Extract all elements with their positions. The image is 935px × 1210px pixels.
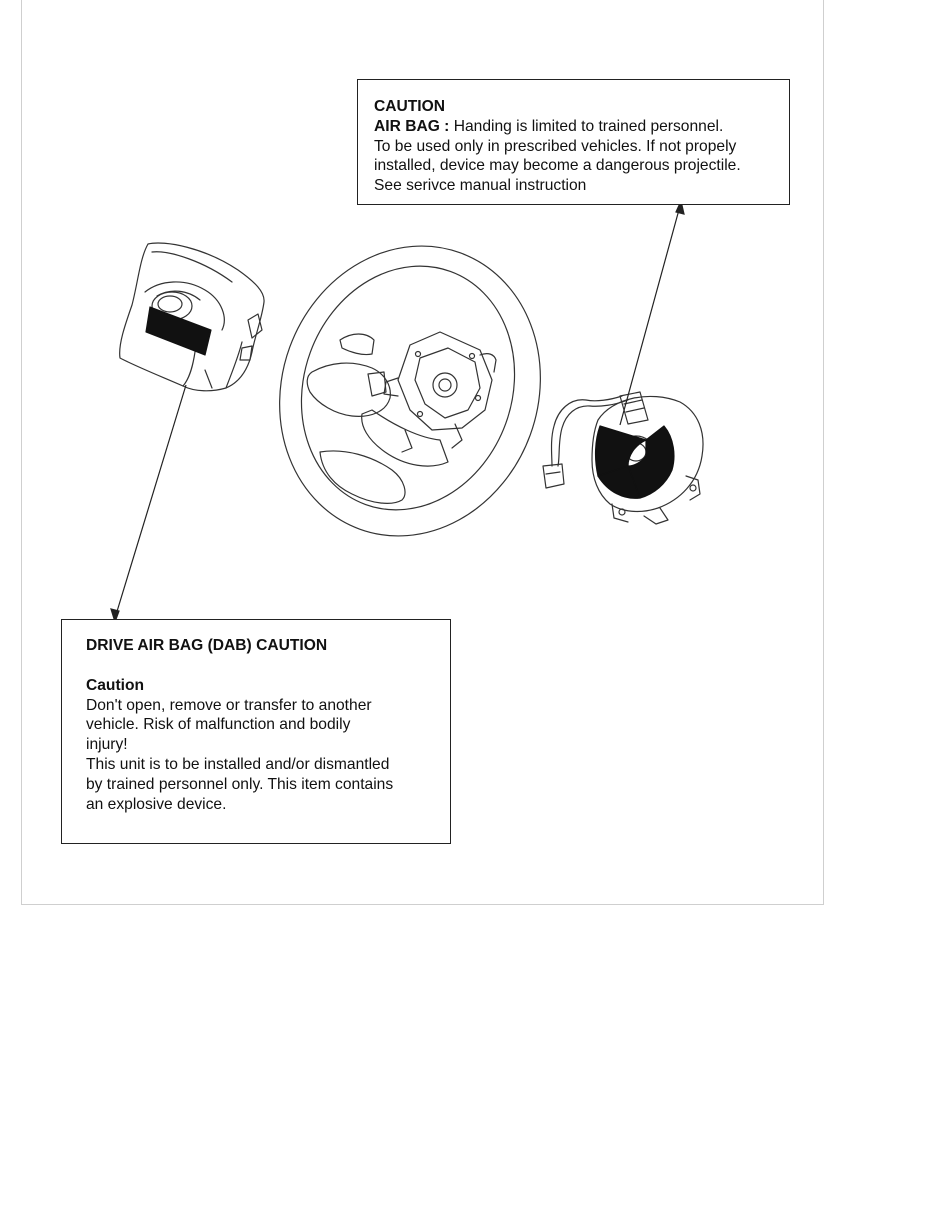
dab-caution-heading: DRIVE AIR BAG (DAB) CAUTION [86, 637, 328, 654]
dab-caution-subheading: Caution [86, 676, 145, 694]
dab-caution-line: by trained personnel only. This item contains [86, 775, 394, 793]
airbag-module-illustration [120, 243, 264, 391]
dab-caution-line: This unit is to be installed and/or dismantled [86, 755, 390, 773]
caution-heading: CAUTION [374, 98, 446, 115]
dab-caution-callout [61, 619, 451, 844]
steering-wheel-illustration [239, 209, 580, 573]
dab-caution-line: injury! [86, 736, 128, 754]
dab-caution-line: an explosive device. [86, 795, 227, 813]
dab-caution-line: Don't open, remove or transfer to another [86, 696, 372, 714]
caution-line-2: To be used only in prescribed vehicles. If not propely [374, 137, 737, 155]
leader-lines [111, 201, 684, 622]
caution-line-4: See serivce manual instruction [374, 177, 587, 195]
airbag-module-label [146, 307, 211, 355]
caution-line-1: Handing is limited to trained personnel. [449, 117, 724, 135]
dab-caution-line: vehicle. Risk of malfunction and bodily [86, 716, 351, 734]
airbag-caution-callout [357, 79, 790, 205]
airbag-label: AIR BAG : [374, 117, 450, 135]
caution-line-3: installed, device may become a dangerous projectile. [374, 157, 741, 175]
